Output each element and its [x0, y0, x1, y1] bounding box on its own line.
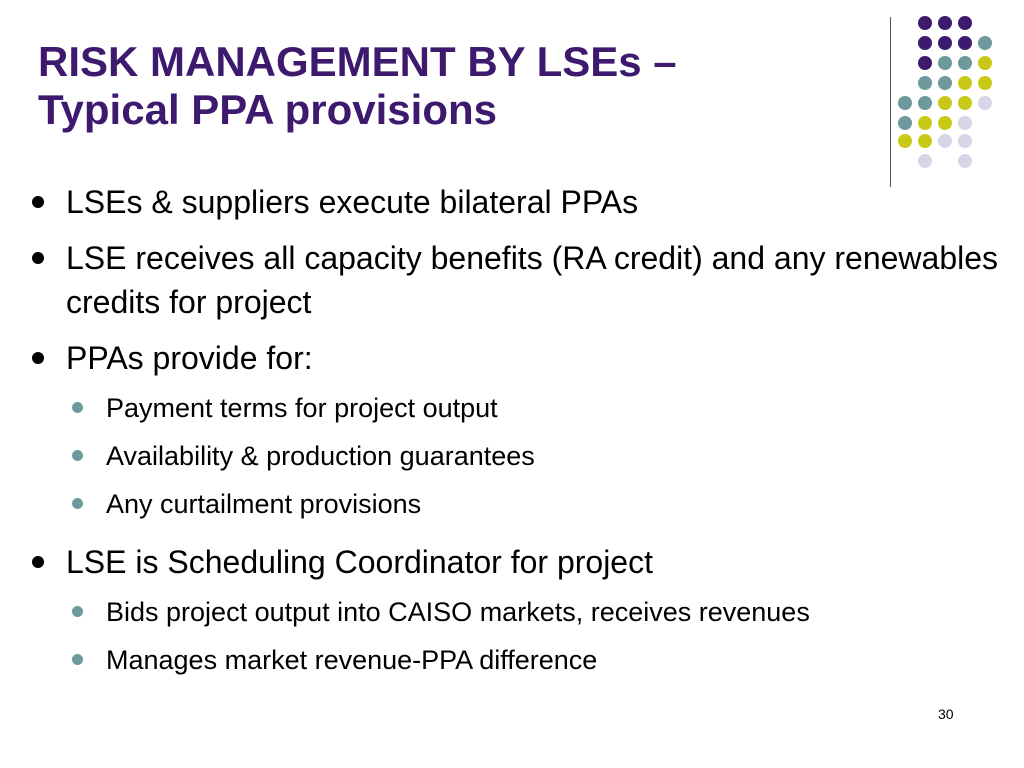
sub-bullet-text: Any curtailment provisions	[106, 489, 422, 519]
slide-title-line-1: RISK MANAGEMENT BY LSEs –	[38, 38, 677, 85]
bullet-text: PPAs provide for:	[66, 340, 313, 376]
sub-bullet-marker-icon	[72, 402, 83, 413]
bullet-text: LSE receives all capacity benefits (RA credit) and any renewables credits for project	[66, 240, 999, 320]
decorative-dot-icon	[918, 116, 932, 130]
decorative-dot-icon	[918, 96, 932, 110]
bullet-marker-icon	[32, 352, 44, 364]
bullet-marker-icon	[32, 252, 44, 264]
sub-bullet-marker-icon	[72, 606, 83, 617]
decorative-dot-icon	[978, 96, 992, 110]
decorative-dot-icon	[958, 116, 972, 130]
sub-bullet-text: Availability & production guarantees	[106, 441, 535, 471]
sub-bullet-text: Bids project output into CAISO markets, receives revenues	[106, 597, 810, 627]
sub-bullet-item	[66, 636, 1010, 684]
decorative-dot-icon	[958, 154, 972, 168]
slide-title	[38, 38, 878, 134]
sub-bullet-item	[66, 432, 1010, 480]
decorative-dot-icon	[898, 134, 912, 148]
sub-bullet-item	[66, 480, 1010, 528]
decorative-dot-icon	[938, 16, 952, 30]
bullet-list	[30, 180, 1010, 696]
decorative-dot-icon	[978, 76, 992, 90]
decorative-dot-icon	[958, 134, 972, 148]
slide-title-line-2: Typical PPA provisions	[38, 86, 498, 133]
decorative-dot-icon	[938, 116, 952, 130]
bullet-text: LSE is Scheduling Coordinator for project	[66, 544, 653, 580]
bullet-item	[30, 540, 1010, 684]
page-number: 30	[938, 706, 954, 722]
decorative-dot-icon	[958, 76, 972, 90]
decorative-dot-icon	[918, 36, 932, 50]
decorative-dot-icon	[958, 56, 972, 70]
sub-bullet-text: Payment terms for project output	[106, 393, 498, 423]
bullet-marker-icon	[32, 196, 44, 208]
bullet-text: LSEs & suppliers execute bilateral PPAs	[66, 184, 639, 220]
bullet-item	[30, 180, 1010, 224]
sub-bullet-list	[66, 588, 1010, 684]
bullet-item	[30, 236, 1010, 324]
decorative-dot-icon	[918, 56, 932, 70]
decorative-dot-icon	[938, 76, 952, 90]
sub-bullet-marker-icon	[72, 498, 83, 509]
sub-bullet-marker-icon	[72, 654, 83, 665]
decorative-dot-icon	[938, 36, 952, 50]
decorative-dot-icon	[938, 134, 952, 148]
sub-bullet-marker-icon	[72, 450, 83, 461]
decorative-dot-icon	[978, 36, 992, 50]
sub-bullet-item	[66, 384, 1010, 432]
decorative-dot-icon	[918, 76, 932, 90]
sub-bullet-text: Manages market revenue-PPA difference	[106, 645, 598, 675]
decorative-dot-icon	[918, 134, 932, 148]
decorative-dot-icon	[978, 56, 992, 70]
bullet-item	[30, 336, 1010, 528]
decorative-divider	[890, 17, 891, 187]
decorative-dot-icon	[958, 36, 972, 50]
decorative-dot-icon	[898, 116, 912, 130]
decorative-dot-icon	[898, 96, 912, 110]
sub-bullet-item	[66, 588, 1010, 636]
decorative-dot-icon	[918, 154, 932, 168]
decorative-dot-icon	[958, 16, 972, 30]
bullet-marker-icon	[32, 556, 44, 568]
decorative-dot-icon	[918, 16, 932, 30]
sub-bullet-list	[66, 384, 1010, 528]
decorative-dot-icon	[938, 56, 952, 70]
decorative-dot-icon	[958, 96, 972, 110]
decorative-dot-icon	[938, 96, 952, 110]
